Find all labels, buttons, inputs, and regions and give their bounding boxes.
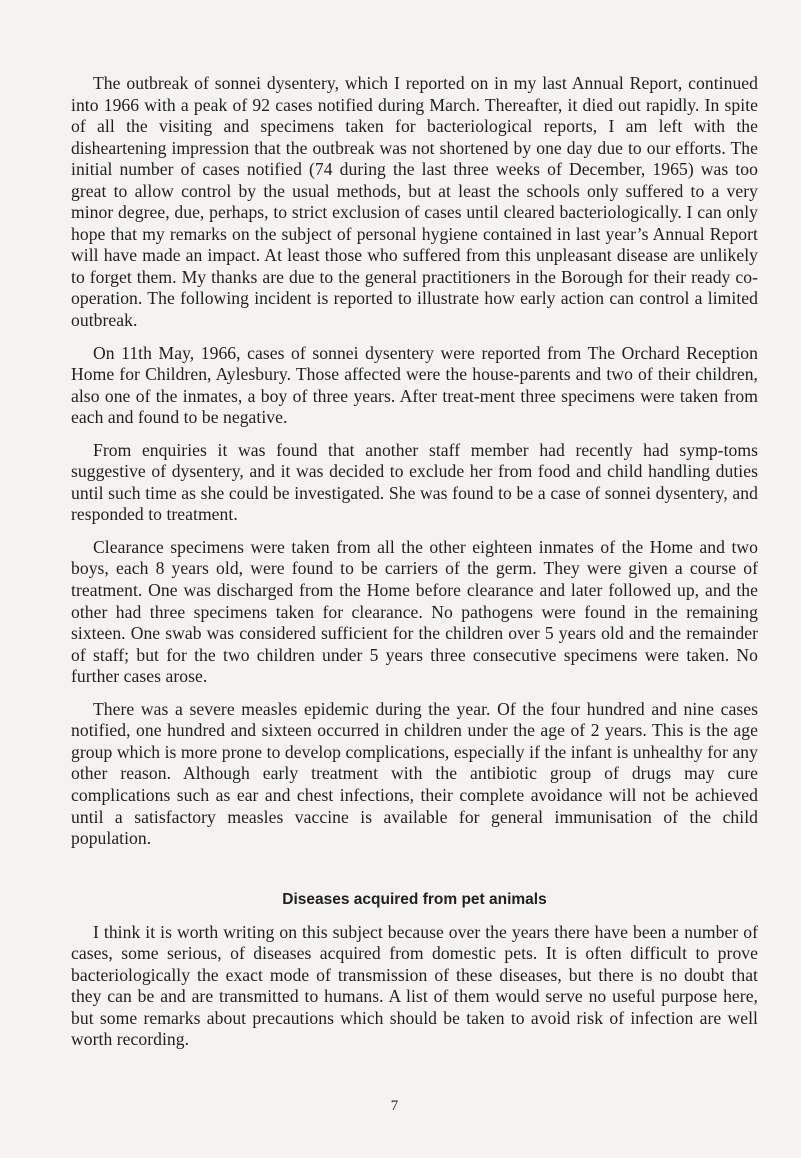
paragraph-orchard-home: On 11th May, 1966, cases of sonnei dysentery were reported from The Orchard Reception Home for Children, Aylesbury. Those affected were the house-parents and two of their children, also one of the inmates, a boy of three years. After treat-ment three specimens were taken from each and found to be negative. (71, 342, 758, 428)
paragraph-pet-diseases: I think it is worth writing on this subject because over the years there have been a number of cases, some serious, of diseases acquired from domestic pets. It is often difficult to prove bacteriologically the exact mode of transmission of these diseases, but there is no doubt that they can be and are transmitted to humans. A list of them would serve no useful purpose here, but some remarks about precautions which should be taken to avoid risk of infection are well worth recording. (71, 921, 758, 1050)
paragraph-measles-epidemic: There was a severe measles epidemic during the year. Of the four hundred and nine cases notified, one hundred and sixteen occurred in children under the age of 2 years. This is the age group which is more prone to develop complications, especially if the infant is unhealthy for any other reason. Although early treatment with the antibiotic group of drugs may cure complications such as ear and chest infections, their complete avoidance will not be achieved until a satisfactory measles vaccine is available for general immunisation of the child population. (71, 698, 758, 849)
paragraph-dysentery-outbreak: The outbreak of sonnei dysentery, which I reported on in my last Annual Report, continued into 1966 with a peak of 92 cases notified during March. Thereafter, it died out rapidly. In spite of all the visiting and specimens taken for bacteriological reports, I am left with the disheartening impression that the outbreak was not shortened by one day due to our efforts. The initial number of cases notified (74 during the last three weeks of December, 1965) was too great to allow control by the usual methods, but at least the schools only suffered to a very minor degree, due, perhaps, to strict exclusion of cases until cleared bacteriologically. I can only hope that my remarks on the subject of personal hygiene contained in last year’s Annual Report will have made an impact. At least those who suffered from this unpleasant disease are unlikely to forget them. My thanks are due to the general practitioners in the Borough for their ready co-operation. The following incident is reported to illustrate how early action can control a limited outbreak. (71, 73, 758, 331)
text-column (71, 73, 758, 1051)
page-number: 7 (390, 1098, 399, 1114)
section-heading: Diseases acquired from pet animals (282, 890, 547, 908)
paragraph-clearance-specimens: Clearance specimens were taken from all the other eighteen inmates of the Home and two boys, each 8 years old, were found to be carriers of the germ. They were given a course of treatment. One was discharged from the Home before clearance and later followed up, and the other had three specimens taken for clearance. No pathogens were found in the remaining sixteen. One swab was considered sufficient for the children over 5 years old and the remainder of staff; but for the two children under 5 years three consecutive specimens were taken. No further cases arose. (71, 536, 758, 687)
paragraph-staff-enquiries: From enquiries it was found that another staff member had recently had symp-toms suggestive of dysentery, and it was decided to exclude her from food and child handling duties until such time as she could be investigated. She was found to be a case of sonnei dysentery, and responded to treatment. (71, 439, 758, 525)
